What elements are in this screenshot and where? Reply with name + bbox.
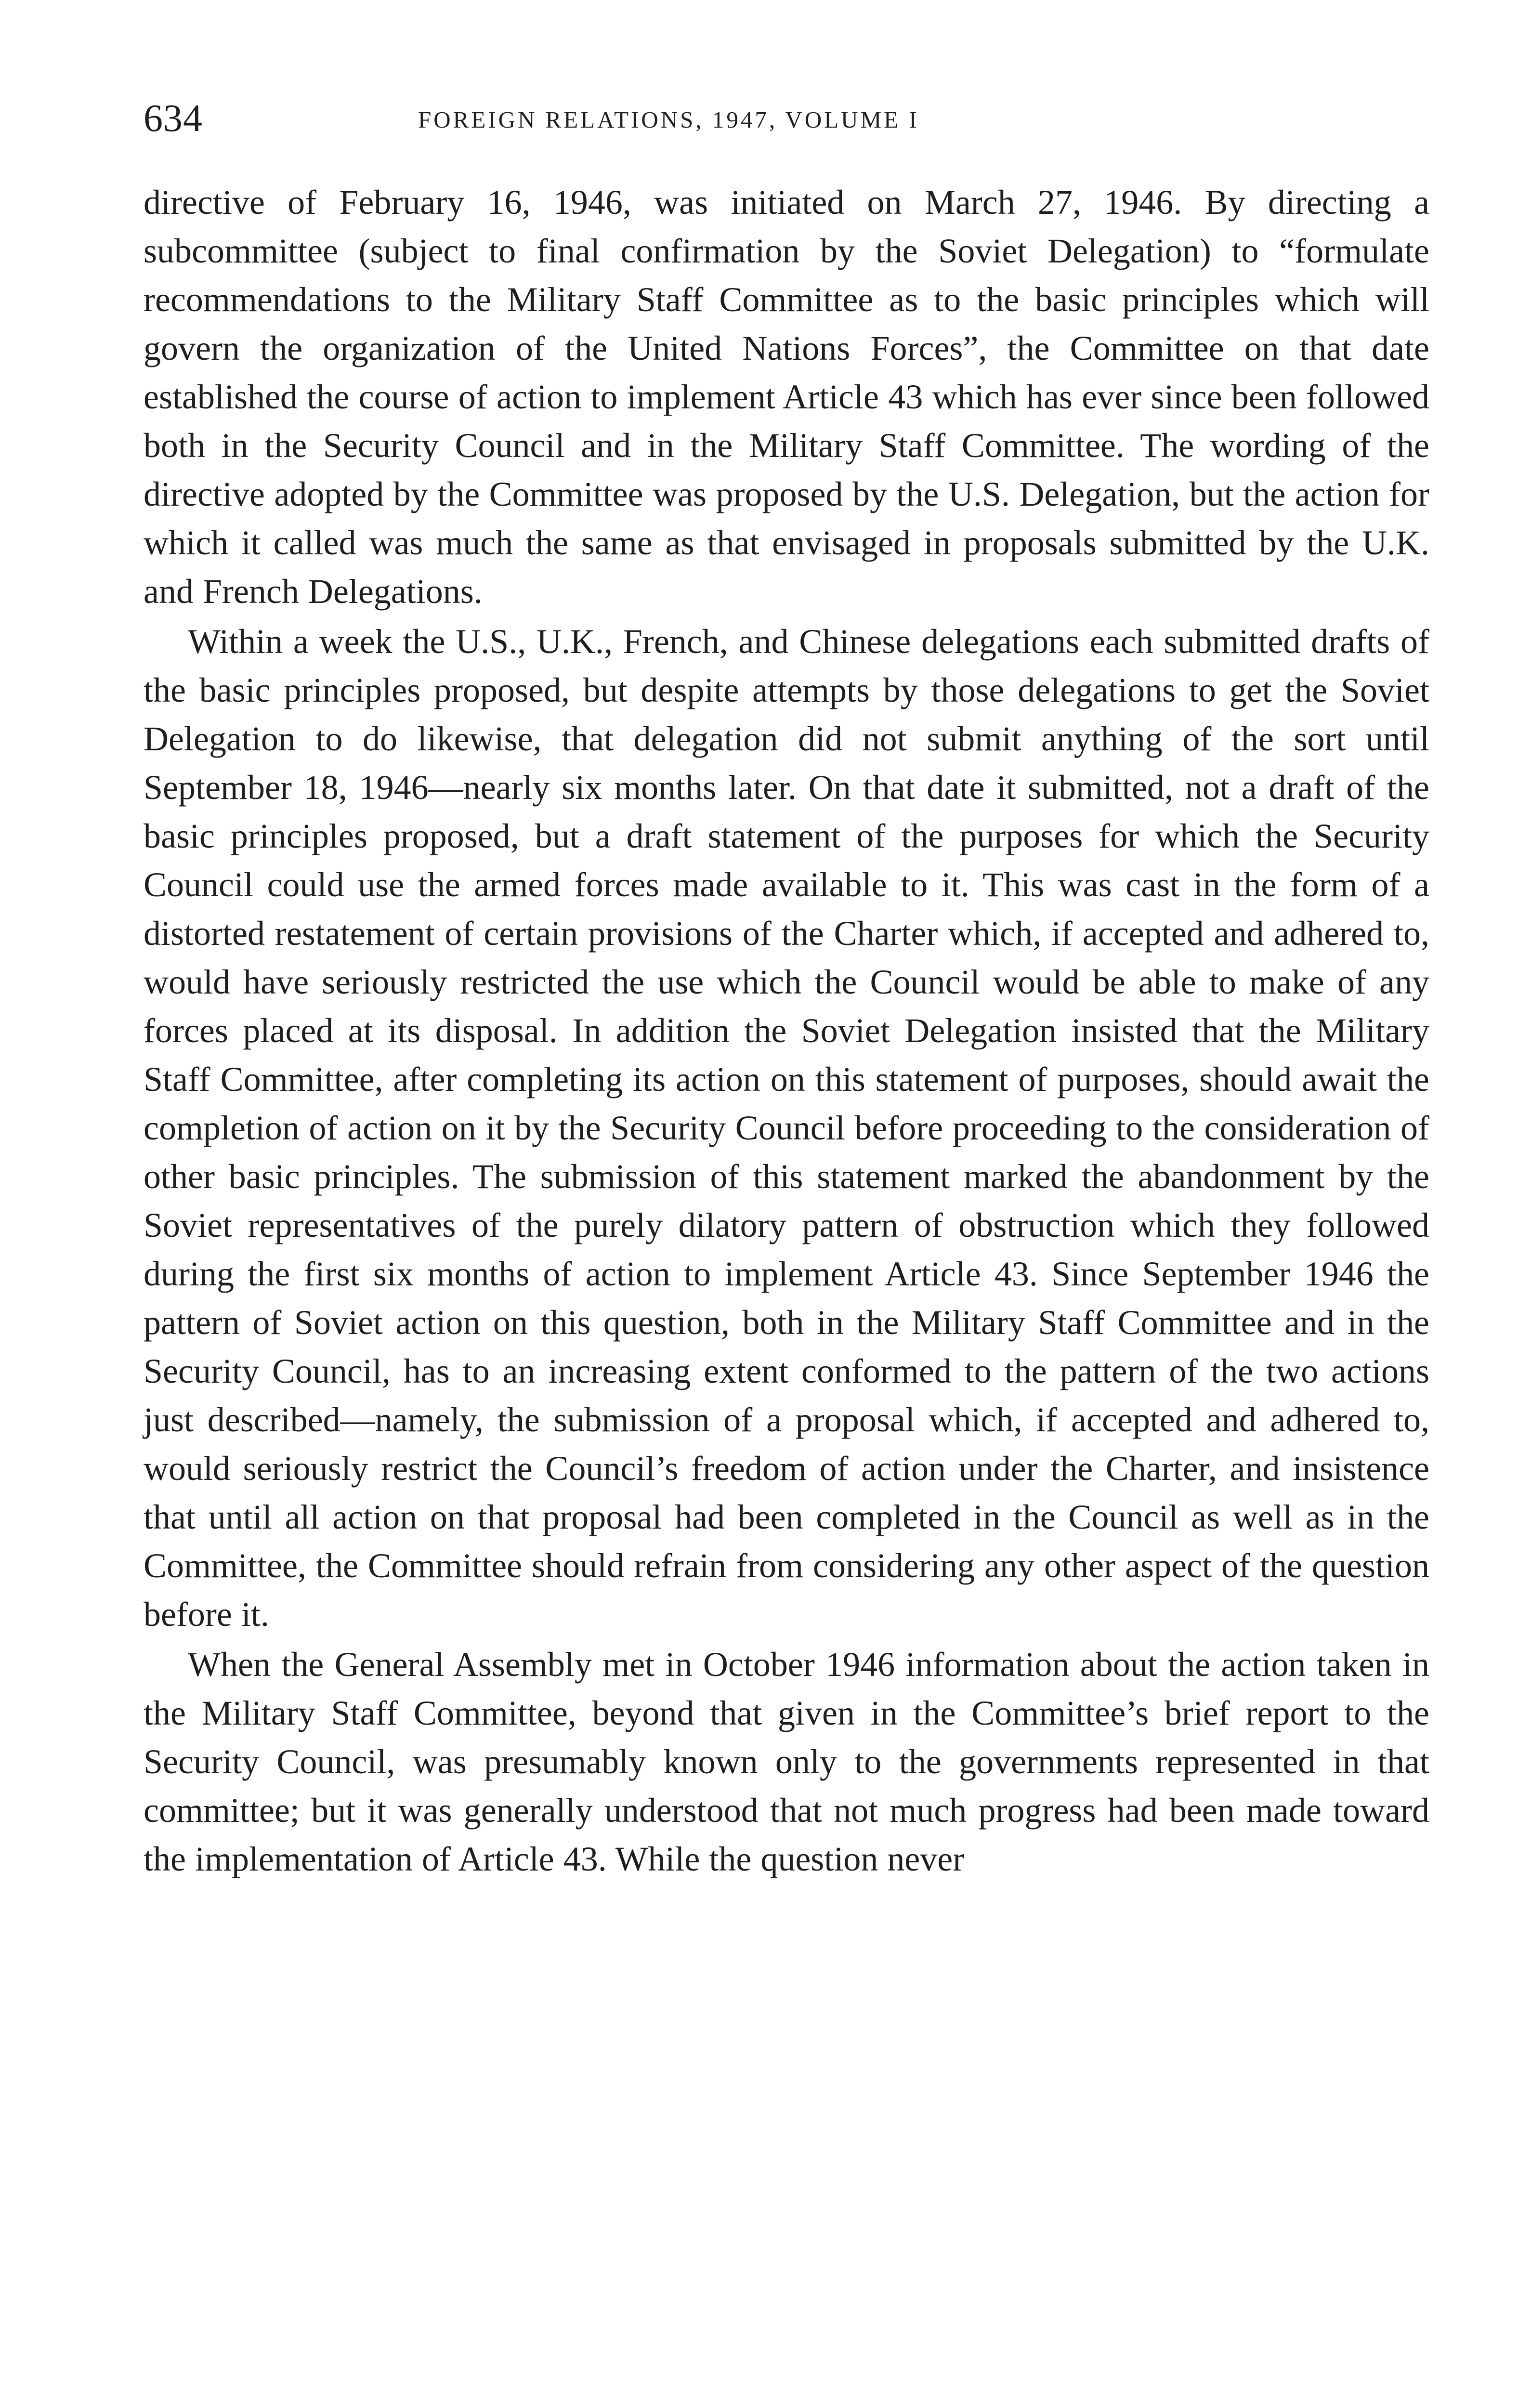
- paragraph: When the General Assembly met in October 1946 information about the action taken in the Military Staff Committee, beyond that given in the Committee’s brief report to the Security Council, was presumably known only to the governments represented in that committee; but it was generally understood that not much progress had been made toward the implementation of Article 43. While the question never: [144, 1645, 1429, 1878]
- page-number: 634: [144, 97, 203, 140]
- running-head: [144, 90, 1429, 147]
- body-text: [144, 178, 1429, 1884]
- running-title: FOREIGN RELATIONS, 1947, VOLUME I: [418, 106, 919, 133]
- paragraph: directive of February 16, 1946, was initiated on March 27, 1946. By directing a subcommittee (subject to final confirmation by the Soviet Delegation) to “formulate recommendations to the Military Staff Committee as to the basic principles which will govern the organization of the United Nations Forces”, the Committee on that date established the course of action to implement Article 43 which has ever since been followed both in the Security Council and in the Military Staff Committee. The wording of the directive adopted by the Committee was proposed by the U.S. Delegation, but the action for which it called was much the same as that envisaged in proposals submitted by the U.K. and French Delegations.: [144, 183, 1429, 611]
- paragraph: Within a week the U.S., U.K., French, and Chinese delegations each submitted drafts of the basic principles proposed, but despite attempts by those delegations to get the Soviet Delegation to do likewise, that delegation did not submit anything of the sort until September 18, 1946—nearly six months later. On that date it submitted, not a draft of the basic principles proposed, but a draft statement of the purposes for which the Security Council could use the armed forces made available to it. This was cast in the form of a distorted restatement of certain provisions of the Charter which, if accepted and adhered to, would have seriously restricted the use which the Council would be able to make of any forces placed at its disposal. In addition the Soviet Delegation insisted that the Military Staff Committee, after completing its action on this statement of purposes, should await the completion of action on it by the Security Council before proceeding to the consideration of other basic principles. The submission of this statement marked the abandonment by the Soviet representatives of the purely dilatory pattern of obstruction which they followed during the first six months of action to implement Article 43. Since September 1946 the pattern of Soviet action on this question, both in the Military Staff Committee and in the Security Council, has to an increasing extent conformed to the pattern of the two actions just described—namely, the submission of a proposal which, if accepted and adhered to, would seriously restrict the Council’s freedom of action under the Charter, and insistence that until all action on that proposal had been completed in the Council as well as in the Committee, the Committee should refrain from considering any other aspect of the question before it.: [144, 622, 1429, 1634]
